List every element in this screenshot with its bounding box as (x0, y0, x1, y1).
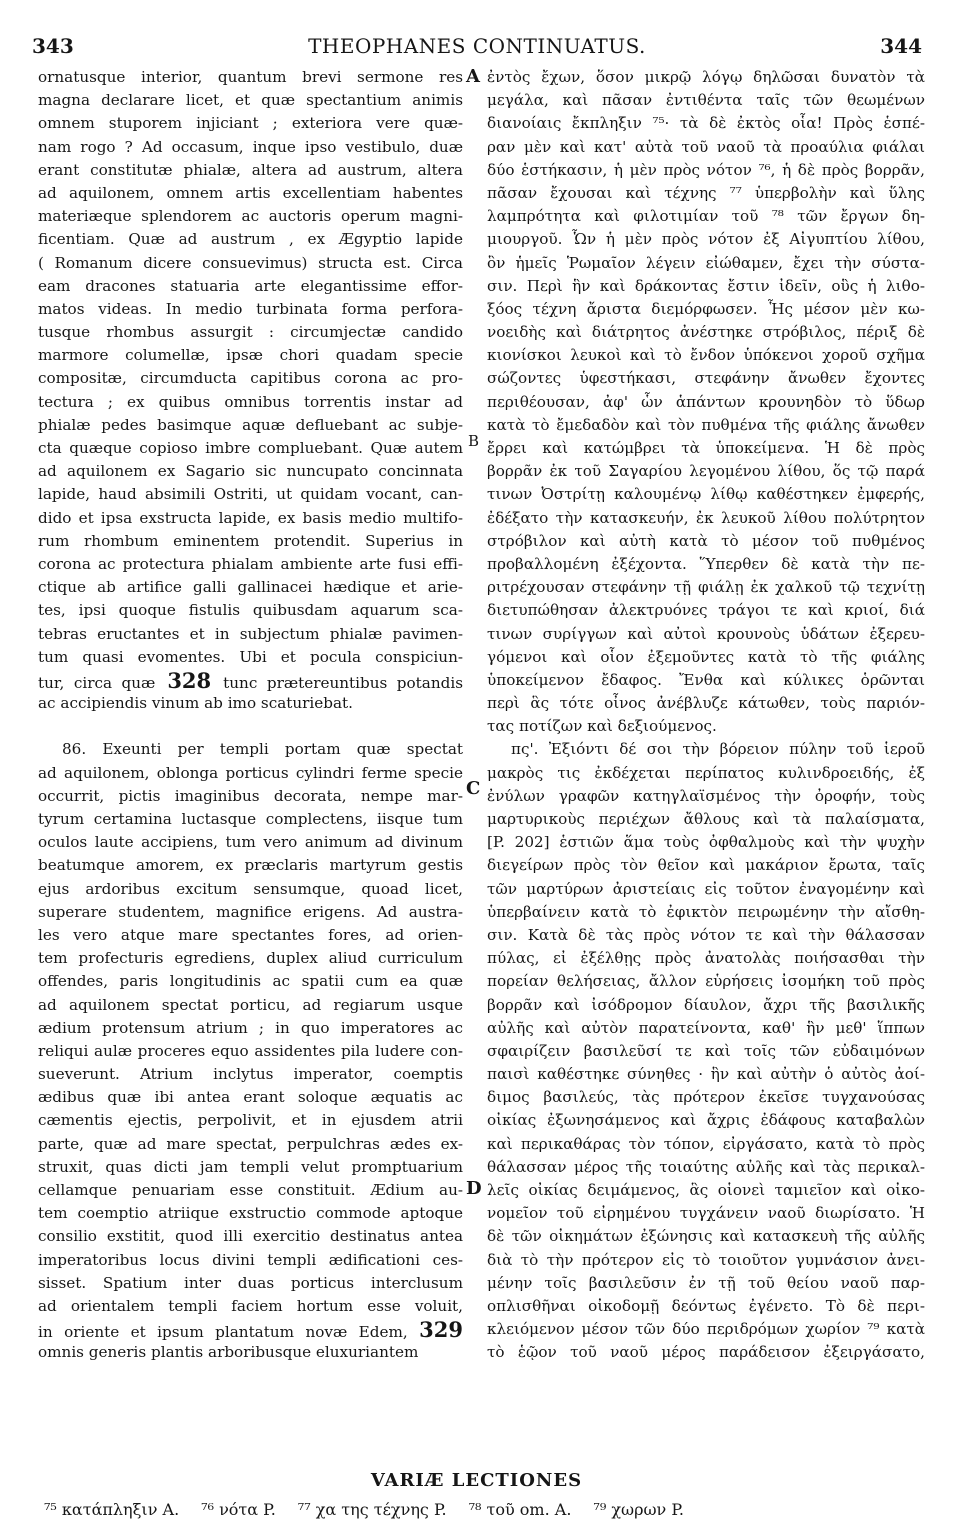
greek-text-line: μεγάλα, καὶ πᾶσαν ἐντιθέντα ταῖς τῶν θεωμένων (487, 91, 925, 110)
latin-text-line: ad aquilonem ex Sagario sic nuncupato concinnata (38, 462, 463, 481)
greek-text-line: κλειόμενον μέσον τῶν δύο περιδρόμων χωρίον ⁷⁹ κατὰ (487, 1320, 925, 1339)
variant-reading: ⁷⁶ νότα P. (201, 1500, 276, 1519)
greek-text-line: οπλισθῆναι οἰκοδομῇ δεόντως ἐγένετο. Τὸ δὲ περι- (487, 1296, 925, 1315)
greek-text-line: ραν μὲν καὶ κατ' αὐτὰ τοῦ ναοῦ τὰ προαύλια φιάλαι (487, 137, 925, 156)
greek-text-line: ὃν ἡμεῖς Ῥωμαῖον λέγειν εἰώθαμεν, ἔχει τὴν σύστα- (487, 253, 925, 272)
latin-line-end: tunc prætereuntibus potandis (223, 673, 463, 692)
latin-text-line: tem profecturis egrediens, duplex aliud curriculum (38, 949, 463, 968)
latin-text-line: cæmentis ejectis, perpolivit, et in ejusdem atrii (38, 1111, 463, 1130)
latin-text-line: phialæ pedes basimque aquæ defluebant ac subje- (38, 415, 463, 434)
greek-text-line: λεῖς οἰκίας δειμάμενος, ἃς οἱονεὶ ταμιεῖον καὶ οἰκο- (487, 1181, 925, 1199)
latin-text-line: materiæque splendorem ac auctoris operum magni- (38, 207, 463, 226)
variant-readings (44, 1500, 924, 1519)
latin-text-line: omnem stuporem injiciant ; exteriora vere quæ- (38, 114, 463, 133)
latin-text-line: cta quæque copioso imbre compluebant. Quæ autem (38, 439, 463, 457)
paragraph-gap (38, 715, 463, 738)
greek-text-line: δὲ τῶν οἰκημάτων ἐξώνησις καὶ κατασκευὴ τῆς αὐλῆς (487, 1227, 925, 1246)
latin-text-line: rum rhombum eminentem protendit. Superius in (38, 531, 463, 550)
greek-text-line: σώζοντες ὑφεστήκασι, στεφάνην ἄνωθεν ἔχοντες (487, 369, 925, 388)
variant-reading: ⁷⁷ χα της τέχνης P. (297, 1500, 447, 1519)
latin-line-start: in oriente et ipsum plantatum novæ Edem, (38, 1323, 420, 1342)
greek-text-line: σιν. Κατὰ δὲ τὰς πρὸς νότον τε καὶ τὴν θάλασσαν (487, 925, 925, 944)
latin-text-line: tebras eructantes et in subjectum phialæ pavimen- (38, 624, 463, 643)
latin-text-line: superare studentem, magnifice erigens. Ad austra- (38, 902, 463, 921)
greek-text-line: ριτρέχουσαν στεφάνην τῇ φιάλῃ ἐκ χαλκοῦ τῷ τεχνίτῃ (487, 578, 925, 597)
latin-text-line: les vero atque mare spectantes fores, ad orien- (38, 925, 463, 944)
latin-text-line: ornatusque interior, quantum brevi sermone res (38, 68, 463, 86)
latin-text-line: reliqui aulæ proceres equo assidentes pila ludere con- (38, 1041, 463, 1060)
latin-text-line: ædibus quæ ibi antea erant soloque æquatis ac (38, 1088, 463, 1107)
greek-text-line: διεγείρων πρὸς τὸν θεῖον καὶ μακάριον ἔρωτα, ταῖς (487, 856, 925, 875)
greek-text-line: στρόβιλον καὶ αὐτὴ κατὰ τὸ μέσον τοῦ πυθμένος (487, 531, 925, 550)
latin-text-line: omnis generis plantis arboribusque eluxuriantem (38, 1343, 419, 1362)
greek-column (487, 66, 925, 1365)
latin-text-line: magna declarare licet, et quæ spectantium animis (38, 91, 463, 110)
latin-text-line: imperatoribus locus divini templi ædificationi ces- (38, 1250, 463, 1269)
right-page-number: 344 (880, 34, 922, 58)
migne-column-number: 328 (155, 668, 224, 693)
latin-text-line: matos videas. In medio turbinata forma perfora- (38, 299, 463, 318)
margin-letter-b: B (468, 432, 480, 450)
greek-text-line: κατὰ τὸ ἔμεδαδὸν καὶ τὸν πυθμένα τῆς φιάλης ἄνωθεν (487, 415, 925, 434)
variae-lectiones-heading: VARIÆ LECTIONES (370, 1470, 583, 1491)
latin-text-line: erant constitutæ phialæ, altera ad austrum, altera (38, 160, 463, 179)
greek-text-line: πς'. Ἐξιόντι δέ σοι τὴν βόρειον πύλην τοῦ ἱεροῦ (511, 740, 925, 759)
latin-text-line: beatumque amorem, ex præclaris martyrum gestis (38, 856, 463, 875)
greek-text-line: διανοίαις ἔκπληξιν ⁷⁵· τὰ δὲ ἐκτὸς οἷα! Πρὸς ἑσπέ- (487, 114, 925, 133)
latin-text-line: ( Romanum dicere consuevimus) structa est. Circa (38, 253, 463, 272)
latin-text-line: 86. Exeunti per templi portam quæ spectat (62, 740, 463, 759)
latin-text-line (38, 669, 463, 692)
greek-text-line: κιονίσκοι λευκοὶ καὶ τὸ ἔνδον ὑπόκενοι χοροῦ σχῆμα (487, 346, 925, 365)
greek-text-line: σφαιρίζειν βασιλεῦσί τε καὶ τοῖς τῶν εὐδαιμόνων (487, 1041, 925, 1060)
running-title: THEOPHANES CONTINUATUS. (308, 34, 646, 58)
latin-text-line: lapide, haud absimili Ostriti, ut quidam vocant, can- (38, 485, 463, 504)
greek-text-line: διμος βασιλεύς, τὰς πρότερον ἐκεῖσε τυγχανούσας (487, 1088, 925, 1107)
latin-text-line: ac accipiendis vinum ab imo scaturiebat. (38, 694, 353, 713)
latin-text-line: ctique ab artifice galli gallinacei hædique et arie- (38, 578, 463, 597)
margin-letter-a: A (466, 66, 480, 87)
margin-letter-c: C (466, 778, 481, 799)
latin-line-start: tur, circa quæ (38, 673, 156, 692)
greek-text-line: βορρᾶν καὶ ἰσόδρομον δίαυλον, ἄχρι τῆς βασιλικῆς (487, 995, 925, 1014)
greek-text-line: διετυπώθησαν ἀλεκτρυόνες τράγοι τε καὶ κριοί, διά (487, 601, 925, 620)
greek-text-line: πᾶσαν ἔχουσαι καὶ τέχνης ⁷⁷ ὑπερβολὴν καὶ ὕλης (487, 183, 925, 202)
greek-text-line: περὶ ἃς τότε οἶνος ἀνέβλυζε κάτωθεν, τοὺς παριόν- (487, 694, 925, 713)
latin-text-line: ad aquilonem, omnem artis excellentiam habentes (38, 183, 463, 202)
greek-text-line: ὑπερβαίνειν κατὰ τὸ ἐφικτὸν πειρωμένην τὴν αἴσθη- (487, 902, 925, 921)
latin-text-line: cellamque penuariam esse constituit. Ædium au- (38, 1181, 463, 1199)
greek-text-line: ἐντὸς ἔχων, ὅσον μικρῷ λόγῳ δηλῶσαι δυνατὸν τὰ (487, 68, 925, 86)
latin-text-line: nam rogo ? Ad occasum, inque ipso vestibulo, duæ (38, 137, 463, 156)
greek-text-line: [P. 202] ἑστιῶν ἅμα τοὺς ὀφθαλμοὺς καὶ τὴν ψυχὴν (487, 833, 925, 852)
variant-reading: ⁷⁸ τοῦ om. A. (468, 1500, 572, 1519)
latin-text-line: tusque rhombus assurgit : circumjectæ candido (38, 323, 463, 342)
latin-text-line: sueverunt. Atrium inclytus imperator, coemptis (38, 1065, 463, 1084)
greek-text-line: καὶ περικαθάρας τὸν τόπον, εἰργάσατο, κατὰ τὸ πρὸς (487, 1134, 925, 1153)
latin-text-line: tyrum certamina luctasque complectens, iisque tum (38, 810, 463, 828)
latin-text-line: tectura ; ex quibus omnibus torrentis instar ad (38, 392, 463, 411)
variant-reading: ⁷⁵ κατάπληξιν A. (44, 1500, 180, 1519)
left-page-number: 343 (32, 34, 74, 58)
latin-text-line: tum quasi evomentes. Ubi et pocula conspiciun- (38, 647, 463, 666)
greek-text-line: σιν. Περὶ ἣν καὶ δράκοντας ἔστιν ἰδεῖν, οὓς ἡ λιθο- (487, 276, 925, 295)
greek-text-line: μαρτυρικοὺς περιέχων ἄθλους καὶ τὰ παλαίσματα, (487, 810, 925, 828)
latin-text-line: consilio exstitit, quod illi exercitio destinatus antea (38, 1227, 463, 1246)
greek-text-line: μένην τοῖς βασιλεῦσιν ἐν τῇ τοῦ θείου ναοῦ παρ- (487, 1273, 925, 1292)
greek-text-line: μιουργοῦ. Ὧν ἡ μὲν πρὸς νότον ἐξ Αἰγυπτίου λίθου, (487, 230, 925, 249)
latin-text-line (38, 1318, 463, 1341)
latin-text-line: tes, ipsi quoque fistulis quibusdam aquarum sca- (38, 601, 463, 620)
greek-text-line: τινων συρίγγων καὶ αὐτοὶ κρουνοὺς ὑδάτων ἐξερευ- (487, 624, 925, 643)
latin-text-line: offendes, paris longitudinis ac spatii cum ea quæ (38, 972, 463, 991)
latin-text-line: compositæ, circumducta capitibus corona ac pro- (38, 369, 463, 388)
greek-text-line: τινων Ὀστρίτῃ καλουμένῳ λίθῳ καθέστηκεν ἐμφερής, (487, 485, 925, 504)
migne-column-number: 329 (419, 1318, 463, 1342)
greek-text-line: περιθέουσαν, ἀφ' ὧν ἁπάντων κρουνηδὸν τὸ ὕδωρ (487, 392, 925, 411)
latin-text-line: ædium protensum atrium ; in quo imperatores ac (38, 1018, 463, 1037)
greek-text-line: τῶν μαρτύρων ἀριστείαις εἰς τοῦτον ἐναγομένην καὶ (487, 879, 925, 898)
latin-text-line: occurrit, pictis imaginibus decorata, nempe mar- (38, 786, 463, 805)
greek-text-line: μακρὸς τις ἐκδέχεται περίπατος κυλινδροειδής, ἐξ (487, 763, 925, 782)
greek-text-line: νομεῖον τοῦ εἰρημένου τυγχάνειν ναοῦ διωρίσατο. Ἡ (487, 1204, 925, 1223)
latin-text-line: dido et ipsa exstructa lapide, ex basis medio multifo- (38, 508, 463, 527)
variant-reading: ⁷⁹ χωρων P. (593, 1500, 684, 1519)
latin-text-line: ad orientalem templi faciem hortum esse voluit, (38, 1296, 463, 1315)
greek-text-line: παισὶ καθέστηκε σύνηθες · ἣν καὶ αὐτὴν ὁ αὐτὸς ἀοί- (487, 1065, 925, 1084)
latin-text-line: parte, quæ ad mare spectat, perpulchras ædes ex- (38, 1134, 463, 1153)
greek-text-line: ἔρρει καὶ κατώμβρει τὰ ὑποκείμενα. Ἡ δὲ πρὸς (487, 439, 925, 457)
greek-text-line: αὐλῆς καὶ αὐτὸν παρατείνοντα, καθ' ἣν μεθ' ἵππων (487, 1018, 925, 1037)
latin-text-line: oculos laute accipiens, tum vero animum ad divinum (38, 833, 463, 852)
latin-column (38, 66, 463, 1365)
greek-text-line: ὑποκείμενον ἔδαφος. Ἔνθα καὶ κύλικες ὁρῶνται (487, 670, 925, 689)
latin-text-line: ejus ardoribus excitum sensumque, quoad licet, (38, 879, 463, 898)
greek-text-line: λαμπρότητα καὶ φιλοτιμίαν τοῦ ⁷⁸ τῶν ἔργων δη- (487, 207, 925, 226)
latin-text-line: ad aquilonem, oblonga porticus cylindri ferme specie (38, 763, 463, 782)
greek-text-line: θάλασσαν μέρος τῆς τοιαύτης αὐλῆς καὶ τὰς περικαλ- (487, 1157, 925, 1176)
greek-text-line: ἐνύλων γραφῶν κατηγλαϊσμένος τὴν ὀροφήν, τοὺς (487, 786, 925, 805)
page-header (32, 34, 922, 62)
greek-text-line: δύο ἑστήκασιν, ἡ μὲν πρὸς νότον ⁷⁶, ἡ δὲ πρὸς βορρᾶν, (487, 160, 925, 179)
greek-text-line: προβαλλομένη ἐξέχοντα. Ὕπερθεν δὲ κατὰ τὴν πε- (487, 554, 925, 573)
latin-text-line: marmore columellæ, ipsæ chori quadam specie (38, 346, 463, 365)
greek-text-line: πορείαν θελήσειας, ἄλλον εὑρήσεις ἰσομήκη τοῦ πρὸς (487, 972, 925, 991)
greek-text-line: τὸ ἑῷον τοῦ ναοῦ μέρος παράδεισον ἐξειργάσατο, (487, 1343, 925, 1362)
latin-text-line: ficentiam. Quæ ad austrum , ex Ægyptio lapide (38, 230, 463, 249)
greek-text-line: βορρᾶν ἐκ τοῦ Σαγαρίου λεγομένου λίθου, ὅς τῷ παρά (487, 462, 925, 481)
latin-text-line: corona ac protectura phialam ambiente arte fusi effi- (38, 554, 463, 573)
latin-text-line: eam dracones statuaria arte elegantissime effor- (38, 276, 463, 295)
greek-text-line: γόμενοι καὶ οἷον ἐξεμοῦντες κατὰ τὸ τῆς φιάλης (487, 647, 925, 666)
latin-text-line: struxit, quas dicti jam templi velut promptuarium (38, 1157, 463, 1176)
greek-text-line: πύλας, εἰ ἐξέλθῃς πρὸς ἀνατολὰς ποιήσασθαι τὴν (487, 949, 925, 968)
greek-text-line: ξόος τέχνη ἄριστα διεμόρφωσεν. Ἧς μέσον μὲν κω- (487, 299, 925, 318)
latin-text-line: ad aquilonem spectat porticu, ad regiarum usque (38, 995, 463, 1014)
greek-text-line: τας ποτίζων καὶ δεξιούμενος. (487, 717, 717, 736)
greek-text-line: ἐδέξατο τὴν κατασκευήν, ἐκ λευκοῦ λίθου πολύτρητον (487, 508, 925, 527)
latin-text-line: sisset. Spatium inter duas porticus interclusum (38, 1273, 463, 1292)
greek-text-line: οἰκίας ἐξωνησάμενος καὶ ἄχρις ἐδάφους καταβαλὼν (487, 1111, 925, 1130)
margin-letter-d: D (466, 1178, 482, 1199)
latin-text-line: tem coemptio atriique exstructio commode aptoque (38, 1204, 463, 1223)
greek-text-line: διὰ τὸ τὴν πρότερον εἰς τὸ τοιοῦτον γυμνάσιον ἀνει- (487, 1250, 925, 1269)
greek-text-line: νοειδὴς καὶ διάτρητος ἀνέστηκε στρόβιλος, πέριξ δὲ (487, 323, 925, 342)
